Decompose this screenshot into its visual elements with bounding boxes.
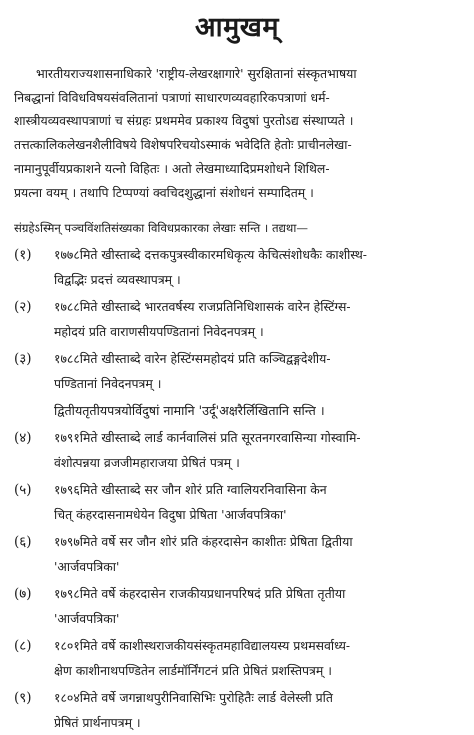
item-line: १७९६मिते खीस्ताब्दे सर जौन शोरं प्रति ग्वालियरनिवासिना केन <box>54 482 327 498</box>
list-item <box>14 295 460 344</box>
intro-line: निबद्धानां विविधविषयसंवलितानां पत्राणां साधारणव्यवहारिकपत्राणां धर्म- <box>14 89 330 105</box>
item-number: (८) <box>14 638 32 655</box>
item-line: १७८८मिते खीस्ताब्दे भारतवर्षस्य राजप्रतिनिधिशासकं वारेन हेस्टिंग्स- <box>54 299 351 315</box>
list-item <box>14 243 460 292</box>
item-line: वंशोत्पन्नया व्रजजीमहाराजया प्रेषितं पत्रम् । <box>54 454 240 470</box>
intro-line: शास्त्रीयव्यवस्थापत्राणां च संग्रहः प्रथममेव प्रकाश्य विदुषां पुरतोऽद्य संस्थाप्यते । <box>14 113 354 129</box>
intro-line: नामानुपूर्वीयप्रकाशने यत्नो विहितः । अतो लेखमाध्यादिप्रमशोधने शिथिल- <box>14 160 330 176</box>
item-number: (७) <box>14 586 32 603</box>
item-number: (२) <box>14 299 32 316</box>
intro-line: तत्तत्कालिकलेखनशैलीविषये विशेषपरिचयोऽस्माकं भवेदिति हेतोः प्राचीनलेखा- <box>14 137 352 153</box>
item-line: १७९७मिते वर्षे सर जौन शोरं प्रति कंहरदासेन काशीतः प्रेषिता द्वितीया <box>54 534 353 550</box>
page-title: आमुखम् <box>195 12 279 43</box>
item-line: १७९८मिते वर्षे कंहरदासेन राजकीयप्रधानपरिषदं प्रति प्रेषिता तृतीया <box>54 586 346 602</box>
list-item <box>14 634 460 683</box>
item-line: चित् कंहरदासनामधेयेन विदुषा प्रेषिता 'आर्जवपत्रिका' <box>54 506 287 522</box>
list-item <box>14 530 460 579</box>
item-line: १७९१मिते खीस्ताब्दे लार्ड कार्नवालिसं प्रति सूरतनगरवासिन्या गोस्वामि- <box>54 430 361 446</box>
list-item <box>14 347 460 396</box>
list-lead-sentence: संग्रहेऽस्मिन् पञ्चविंशतिसंख्यका विविधप्रकारका लेखाः सन्ति । तद्यथा— <box>14 221 308 236</box>
intro-paragraph <box>14 62 460 204</box>
item-line: विद्वद्भिः प्रदत्तं व्यवस्थापत्रम् । <box>54 271 181 287</box>
item-number: (५) <box>14 482 32 499</box>
item-number: (९) <box>14 690 32 707</box>
item-line: महोदयं प्रति वाराणसीयपण्डितानां निवेदनपत्रम् । <box>54 323 264 339</box>
item-line: १७८८मिते खीस्ताब्दे वारेन हेस्टिंग्समहोदयं प्रति कञ्चिद्वङ्गदेशीय- <box>54 351 331 367</box>
list-item <box>14 582 460 631</box>
item-number: (१) <box>14 247 32 264</box>
item-line: पण्डितानां निवेदनपत्रम् । <box>54 375 162 391</box>
list-item <box>14 478 460 527</box>
item-number: (६) <box>14 534 32 551</box>
item-line: 'आर्जवपत्रिका' <box>54 610 120 626</box>
item-line: प्रेषितं प्रार्थनापत्रम् । <box>54 714 141 730</box>
item-line: १७७८मिते खीस्ताब्दे दत्तकपुत्रस्वीकारमधिकृत्य केचित्संशोधकैः काशीस्थ- <box>54 247 367 263</box>
item-line: 'आर्जवपत्रिका' <box>54 558 120 574</box>
item-line: १८०१मिते वर्षे काशीस्थराजकीयसंस्कृतमहाविद्यालयस्य प्रथमसर्वाध्य- <box>54 638 351 654</box>
list-note: द्वितीयतृतीयपत्रयोर्विदुषां नामानि 'उर्दू'अक्षरैर्लिखितानि सन्ति । <box>54 403 325 419</box>
list-item <box>14 686 460 735</box>
intro-line: भारतीयराज्यशासनाधिकारे 'राष्ट्रीय-लेखरक्षागारे' सुरक्षितानां संस्कृतभाषया <box>36 66 357 81</box>
item-number: (३) <box>14 351 32 368</box>
list-item <box>14 426 460 475</box>
item-line: १८०४मिते वर्षे जगन्नाथपुरीनिवासिभिः पुरोहितैः लार्ड वेलेस्ली प्रति <box>54 690 333 706</box>
intro-line: प्रयत्ना वयम् । तथापि टिप्पण्यां क्वचिदशुद्धानां संशोधनं सम्पादितम् । <box>14 184 314 200</box>
item-number: (४) <box>14 430 32 447</box>
item-line: क्षेण काशीनाथपण्डितेन लार्डमॉर्निंगटनं प्रति प्रेषितं प्रशस्तिपत्रम् । <box>54 662 332 678</box>
